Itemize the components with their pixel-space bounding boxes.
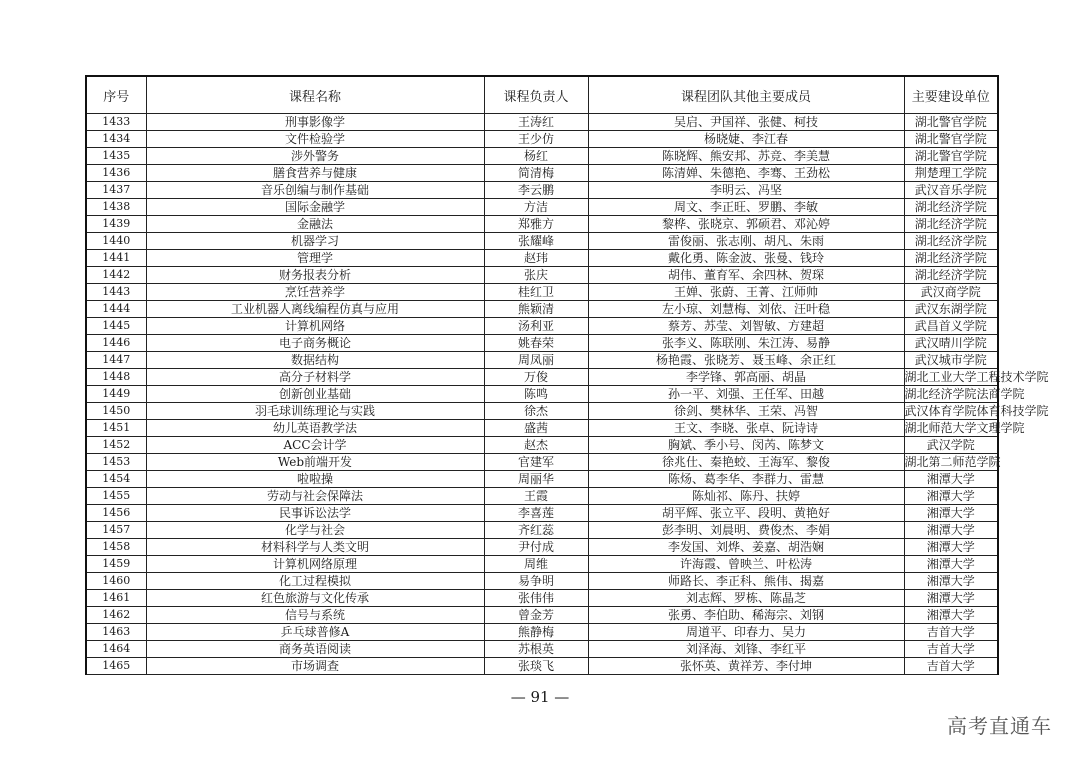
cell-institution: 湖北经济学院 (904, 250, 998, 267)
table-row (86, 369, 998, 386)
cell-team-members: 李学锋、郭高丽、胡晶 (588, 369, 904, 386)
cell-course-leader: 官建军 (484, 454, 588, 471)
cell-institution: 武汉音乐学院 (904, 182, 998, 199)
cell-course-leader: 王少仿 (484, 131, 588, 148)
cell-index: 1440 (86, 233, 146, 250)
cell-course-leader: 盛茜 (484, 420, 588, 437)
cell-index: 1450 (86, 403, 146, 420)
cell-institution: 湘潭大学 (904, 590, 998, 607)
cell-course-leader: 张伟伟 (484, 590, 588, 607)
cell-institution: 武汉东湖学院 (904, 301, 998, 318)
cell-index: 1447 (86, 352, 146, 369)
cell-course-leader: 万俊 (484, 369, 588, 386)
table-row (86, 318, 998, 335)
cell-index: 1451 (86, 420, 146, 437)
cell-institution: 武汉商学院 (904, 284, 998, 301)
cell-team-members: 李发国、刘烨、姜嘉、胡浩娴 (588, 539, 904, 556)
cell-course-leader: 王霞 (484, 488, 588, 505)
cell-institution: 湘潭大学 (904, 488, 998, 505)
header-course-leader: 课程负责人 (484, 76, 588, 114)
table-row (86, 522, 998, 539)
course-table-container (85, 75, 1049, 675)
cell-index: 1449 (86, 386, 146, 403)
cell-index: 1441 (86, 250, 146, 267)
cell-course-name: 文件检验学 (146, 131, 484, 148)
cell-index: 1459 (86, 556, 146, 573)
header-course-name: 课程名称 (146, 76, 484, 114)
cell-course-name: 商务英语阅读 (146, 641, 484, 658)
table-row (86, 284, 998, 301)
cell-institution: 湘潭大学 (904, 471, 998, 488)
cell-course-name: 化学与社会 (146, 522, 484, 539)
cell-team-members: 张李义、陈联刚、朱江涛、易静 (588, 335, 904, 352)
cell-institution: 武汉城市学院 (904, 352, 998, 369)
cell-index: 1452 (86, 437, 146, 454)
cell-course-name: 羽毛球训练理论与实践 (146, 403, 484, 420)
cell-course-leader: 周维 (484, 556, 588, 573)
cell-institution: 武汉体育学院体育科技学院 (904, 404, 1049, 418)
table-header-row (86, 76, 998, 114)
cell-team-members: 陈清婵、朱德艳、李骞、王劲松 (588, 165, 904, 182)
cell-team-members: 雷俊丽、张志刚、胡凡、朱雨 (588, 233, 904, 250)
cell-institution: 湖北工业大学工程技术学院 (904, 370, 1049, 384)
cell-team-members: 黎桦、张晓京、郭硕君、邓沁婷 (588, 216, 904, 233)
header-index: 序号 (86, 76, 146, 114)
table-row (86, 505, 998, 522)
watermark-text: 高考直通车 (947, 714, 1052, 738)
cell-team-members: 刘泽海、刘锋、李红平 (588, 641, 904, 658)
cell-institution: 吉首大学 (904, 641, 998, 658)
table-row (86, 556, 998, 573)
table-row (86, 131, 998, 148)
table-row (86, 233, 998, 250)
table-row (86, 607, 998, 624)
cell-course-name: 创新创业基础 (146, 386, 484, 403)
cell-course-leader: 赵杰 (484, 437, 588, 454)
cell-team-members: 陈灿祁、陈丹、扶婷 (588, 488, 904, 505)
table-row (86, 267, 998, 284)
cell-course-name: 财务报表分析 (146, 267, 484, 284)
header-institution: 主要建设单位 (904, 76, 998, 114)
table-row (86, 216, 998, 233)
cell-institution: 吉首大学 (904, 658, 998, 675)
cell-team-members: 王婵、张蔚、王菁、江师帅 (588, 284, 904, 301)
cell-course-name: 工业机器人离线编程仿真与应用 (146, 301, 484, 318)
cell-institution: 湖北警官学院 (904, 114, 998, 131)
cell-course-name: 涉外警务 (146, 148, 484, 165)
cell-course-leader: 齐红蕊 (484, 522, 588, 539)
cell-institution: 武汉晴川学院 (904, 335, 998, 352)
cell-course-leader: 周凤丽 (484, 352, 588, 369)
cell-course-leader: 熊静梅 (484, 624, 588, 641)
cell-course-leader: 姚春荣 (484, 335, 588, 352)
cell-team-members: 李明云、冯坚 (588, 182, 904, 199)
cell-course-name: 劳动与社会保障法 (146, 488, 484, 505)
cell-course-name: 高分子材料学 (146, 369, 484, 386)
table-row (86, 573, 998, 590)
cell-team-members: 许海霞、曾映兰、叶松涛 (588, 556, 904, 573)
cell-course-leader: 简清梅 (484, 165, 588, 182)
cell-institution: 湘潭大学 (904, 505, 998, 522)
cell-course-leader: 曾金芳 (484, 607, 588, 624)
cell-course-leader: 苏根英 (484, 641, 588, 658)
cell-course-name: 信号与系统 (146, 607, 484, 624)
cell-team-members: 戴化勇、陈金波、张曼、钱玲 (588, 250, 904, 267)
cell-index: 1446 (86, 335, 146, 352)
cell-index: 1465 (86, 658, 146, 675)
cell-course-name: 市场调查 (146, 658, 484, 675)
cell-institution: 湖北经济学院法商学院 (904, 387, 1025, 401)
cell-index: 1439 (86, 216, 146, 233)
cell-course-name: 红色旅游与文化传承 (146, 590, 484, 607)
cell-index: 1435 (86, 148, 146, 165)
cell-team-members: 张怀英、黄祥芳、李付坤 (588, 658, 904, 675)
cell-course-name: 啦啦操 (146, 471, 484, 488)
cell-course-leader: 李云鹏 (484, 182, 588, 199)
cell-course-leader: 汤利亚 (484, 318, 588, 335)
cell-index: 1458 (86, 539, 146, 556)
cell-index: 1462 (86, 607, 146, 624)
table-row (86, 114, 998, 131)
cell-institution: 湖北经济学院 (904, 216, 998, 233)
table-row (86, 624, 998, 641)
table-row (86, 199, 998, 216)
cell-team-members: 孙一平、刘强、王任军、田越 (588, 386, 904, 403)
cell-team-members: 杨艳霞、张晓芳、聂玉峰、余正红 (588, 352, 904, 369)
header-team-members: 课程团队其他主要成员 (588, 76, 904, 114)
cell-course-leader: 方洁 (484, 199, 588, 216)
cell-index: 1464 (86, 641, 146, 658)
cell-team-members: 徐兆仕、秦艳蛟、王海军、黎俊 (588, 454, 904, 471)
table-row (86, 437, 998, 454)
cell-index: 1444 (86, 301, 146, 318)
cell-course-name: 刑事影像学 (146, 114, 484, 131)
cell-institution: 湘潭大学 (904, 607, 998, 624)
cell-course-leader: 杨红 (484, 148, 588, 165)
cell-course-leader: 熊颖清 (484, 301, 588, 318)
cell-institution: 湘潭大学 (904, 556, 998, 573)
cell-team-members: 吴启、尹国祥、张健、柯技 (588, 114, 904, 131)
cell-institution: 湖北经济学院 (904, 233, 998, 250)
cell-team-members: 王文、李晓、张卓、阮诗诗 (588, 420, 904, 437)
cell-institution: 湖北经济学院 (904, 267, 998, 284)
cell-index: 1457 (86, 522, 146, 539)
table-row (86, 420, 998, 437)
table-row (86, 488, 998, 505)
cell-institution: 湘潭大学 (904, 573, 998, 590)
cell-institution: 湘潭大学 (904, 539, 998, 556)
cell-course-name: 计算机网络原理 (146, 556, 484, 573)
table-body (86, 114, 1049, 675)
cell-index: 1443 (86, 284, 146, 301)
cell-course-leader: 王涛红 (484, 114, 588, 131)
cell-course-name: 机器学习 (146, 233, 484, 250)
cell-course-leader: 尹付成 (484, 539, 588, 556)
cell-course-name: 幼儿英语教学法 (146, 420, 484, 437)
cell-course-name: 民事诉讼法学 (146, 505, 484, 522)
cell-institution: 湘潭大学 (904, 522, 998, 539)
table-row (86, 454, 998, 471)
cell-index: 1442 (86, 267, 146, 284)
cell-index: 1455 (86, 488, 146, 505)
cell-team-members: 蔡芳、苏莹、刘智敏、方建超 (588, 318, 904, 335)
cell-index: 1454 (86, 471, 146, 488)
cell-index: 1438 (86, 199, 146, 216)
cell-institution: 荆楚理工学院 (904, 165, 998, 182)
cell-team-members: 陈晓辉、熊安邦、苏竞、李美慧 (588, 148, 904, 165)
cell-team-members: 张勇、李伯助、稀海宗、刘钢 (588, 607, 904, 624)
cell-course-leader: 陈鸣 (484, 386, 588, 403)
cell-team-members: 胡伟、董育军、余四林、贺琛 (588, 267, 904, 284)
cell-team-members: 杨晓婕、李江春 (588, 131, 904, 148)
cell-course-name: 电子商务概论 (146, 335, 484, 352)
cell-course-leader: 张琰飞 (484, 658, 588, 675)
page-number: — 91 — (510, 688, 570, 706)
cell-index: 1448 (86, 369, 146, 386)
table-row (86, 165, 998, 182)
cell-course-leader: 郑雅方 (484, 216, 588, 233)
cell-course-name: 化工过程模拟 (146, 573, 484, 590)
cell-course-leader: 徐杰 (484, 403, 588, 420)
cell-course-name: 金融法 (146, 216, 484, 233)
cell-index: 1436 (86, 165, 146, 182)
cell-index: 1433 (86, 114, 146, 131)
cell-course-leader: 周丽华 (484, 471, 588, 488)
table-row (86, 658, 998, 675)
cell-institution: 吉首大学 (904, 624, 998, 641)
table-row (86, 352, 998, 369)
cell-index: 1460 (86, 573, 146, 590)
cell-course-name: ACC会计学 (146, 437, 484, 454)
cell-team-members: 刘志辉、罗栋、陈晶芝 (588, 590, 904, 607)
cell-index: 1461 (86, 590, 146, 607)
cell-course-leader: 赵玮 (484, 250, 588, 267)
cell-institution: 湖北警官学院 (904, 148, 998, 165)
cell-institution: 湖北经济学院 (904, 199, 998, 216)
cell-course-name: Web前端开发 (146, 454, 484, 471)
table-row (86, 590, 998, 607)
table-row (86, 301, 998, 318)
cell-course-leader: 易争明 (484, 573, 588, 590)
table-row (86, 386, 998, 403)
table-row (86, 403, 998, 420)
cell-course-leader: 张庆 (484, 267, 588, 284)
cell-team-members: 胸斌、季小号、闵芮、陈梦文 (588, 437, 904, 454)
cell-institution: 湖北警官学院 (904, 131, 998, 148)
cell-course-name: 音乐创编与制作基础 (146, 182, 484, 199)
cell-course-name: 计算机网络 (146, 318, 484, 335)
cell-course-name: 乒乓球普修A (146, 624, 484, 641)
cell-team-members: 胡平辉、张立平、段明、黄艳好 (588, 505, 904, 522)
course-table (85, 75, 1049, 675)
cell-course-name: 国际金融学 (146, 199, 484, 216)
cell-course-name: 膳食营养与健康 (146, 165, 484, 182)
cell-course-name: 数据结构 (146, 352, 484, 369)
cell-index: 1434 (86, 131, 146, 148)
cell-course-name: 管理学 (146, 250, 484, 267)
cell-course-name: 材料科学与人类文明 (146, 539, 484, 556)
table-row (86, 471, 998, 488)
cell-course-leader: 桂红卫 (484, 284, 588, 301)
cell-team-members: 左小琼、刘慧梅、刘依、汪叶稳 (588, 301, 904, 318)
cell-index: 1437 (86, 182, 146, 199)
cell-team-members: 周道平、印春力、吴力 (588, 624, 904, 641)
table-row (86, 641, 998, 658)
table-row (86, 148, 998, 165)
cell-institution: 湖北师范大学文理学院 (904, 421, 1025, 435)
cell-team-members: 师路长、李正科、熊伟、揭嘉 (588, 573, 904, 590)
cell-team-members: 彭李明、刘晨明、费俊杰、李娟 (588, 522, 904, 539)
cell-institution: 湖北第二师范学院 (904, 455, 1001, 469)
table-row (86, 182, 998, 199)
table-row (86, 335, 998, 352)
cell-course-leader: 李喜莲 (484, 505, 588, 522)
cell-index: 1463 (86, 624, 146, 641)
table-row (86, 539, 998, 556)
cell-institution: 武汉学院 (904, 437, 998, 454)
cell-team-members: 周文、李正旺、罗鹏、李敏 (588, 199, 904, 216)
cell-index: 1456 (86, 505, 146, 522)
cell-course-name: 烹饪营养学 (146, 284, 484, 301)
cell-team-members: 徐剑、樊林华、王荣、冯智 (588, 403, 904, 420)
cell-course-leader: 张耀峰 (484, 233, 588, 250)
cell-team-members: 陈炀、葛李华、李群力、雷慧 (588, 471, 904, 488)
cell-institution: 武昌首义学院 (904, 318, 998, 335)
cell-index: 1445 (86, 318, 146, 335)
cell-index: 1453 (86, 454, 146, 471)
table-row (86, 250, 998, 267)
